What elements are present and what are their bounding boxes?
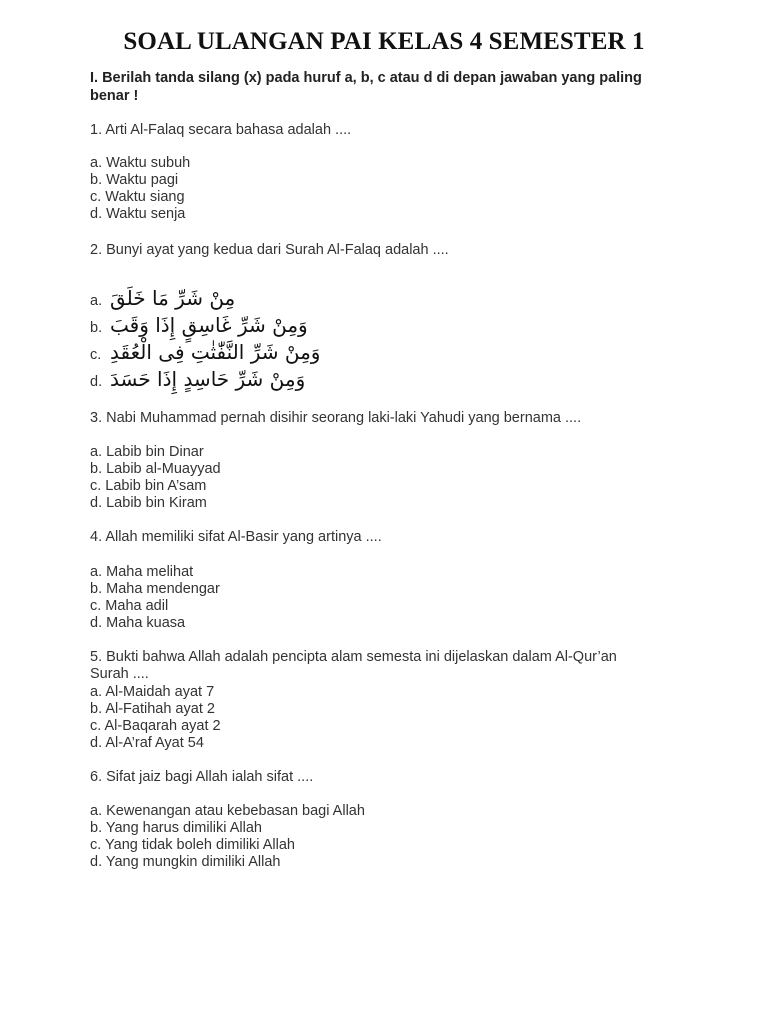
question-5-option-b: b. Al-Fatihah ayat 2 bbox=[90, 701, 215, 717]
question-4-text: 4. Allah memiliki sifat Al-Basir yang artinya .... bbox=[90, 529, 382, 545]
question-1-text: 1. Arti Al-Falaq secara bahasa adalah .... bbox=[90, 122, 352, 138]
question-6-option-b: b. Yang harus dimiliki Allah bbox=[90, 820, 262, 836]
question-6-option-c: c. Yang tidak boleh dimiliki Allah bbox=[90, 837, 295, 853]
question-3-option-d: d. Labib bin Kiram bbox=[90, 495, 207, 511]
question-2-option-a bbox=[90, 285, 310, 311]
question-5-text-line-1: 5. Bukti bahwa Allah adalah pencipta alam semesta ini dijelaskan dalam Al-Qur’an bbox=[90, 649, 617, 665]
question-1-option-a: a. Waktu subuh bbox=[90, 155, 191, 171]
question-2-option-d bbox=[90, 366, 310, 392]
question-2-text: 2. Bunyi ayat yang kedua dari Surah Al-Falaq adalah .... bbox=[90, 242, 449, 258]
page-title: SOAL ULANGAN PAI KELAS 4 SEMESTER 1 bbox=[123, 28, 645, 55]
question-5-option-c: c. Al-Baqarah ayat 2 bbox=[90, 718, 221, 734]
question-4-option-b: b. Maha mendengar bbox=[90, 581, 220, 597]
question-1-option-c: c. Waktu siang bbox=[90, 189, 185, 205]
question-4-option-c: c. Maha adil bbox=[90, 598, 169, 614]
question-4-option-a: a. Maha melihat bbox=[90, 564, 194, 580]
question-2-option-c bbox=[90, 339, 321, 365]
question-6-option-d: d. Yang mungkin dimiliki Allah bbox=[90, 854, 281, 870]
option-letter: d. bbox=[90, 374, 103, 390]
question-3-text: 3. Nabi Muhammad pernah disihir seorang laki-laki Yahudi yang bernama .... bbox=[90, 410, 582, 426]
question-1-option-d: d. Waktu senja bbox=[90, 206, 186, 222]
arabic-verse: وَمِنْ شَرِّ النَّفّٰثٰتِ فِى الْعُقَدِ bbox=[110, 340, 321, 364]
arabic-verse: مِنْ شَرِّ مَا خَلَقَ bbox=[110, 286, 236, 310]
arabic-verse: وَمِنْ شَرِّ حَاسِدٍ إِذَا حَسَدَ bbox=[110, 367, 306, 391]
instruction-text bbox=[90, 69, 670, 105]
question-5-text-line-2: Surah .... bbox=[90, 666, 149, 682]
option-letter: c. bbox=[90, 347, 102, 363]
question-4-option-d: d. Maha kuasa bbox=[90, 615, 186, 631]
question-1-option-b: b. Waktu pagi bbox=[90, 172, 179, 188]
option-letter: b. bbox=[90, 320, 103, 336]
arabic-verse: وَمِنْ شَرِّ غَاسِقٍ إِذَا وَقَبَ bbox=[110, 313, 308, 337]
question-5-option-a: a. Al-Maidah ayat 7 bbox=[90, 684, 215, 700]
question-3-option-a: a. Labib bin Dinar bbox=[90, 444, 204, 460]
instruction-line-2: benar ! bbox=[90, 88, 139, 104]
instruction-line-1: I. Berilah tanda silang (x) pada huruf a, b, c atau d di depan jawaban yang paling bbox=[90, 70, 642, 86]
question-5-option-d: d. Al-A’raf Ayat 54 bbox=[90, 735, 204, 751]
question-2-option-b bbox=[90, 312, 310, 338]
question-3-option-c: c. Labib bin A’sam bbox=[90, 478, 207, 494]
question-6-text: 6. Sifat jaiz bagi Allah ialah sifat .... bbox=[90, 769, 314, 785]
question-6-option-a: a. Kewenangan atau kebebasan bagi Allah bbox=[90, 803, 365, 819]
option-letter: a. bbox=[90, 293, 103, 309]
question-3-option-b: b. Labib al-Muayyad bbox=[90, 461, 221, 477]
